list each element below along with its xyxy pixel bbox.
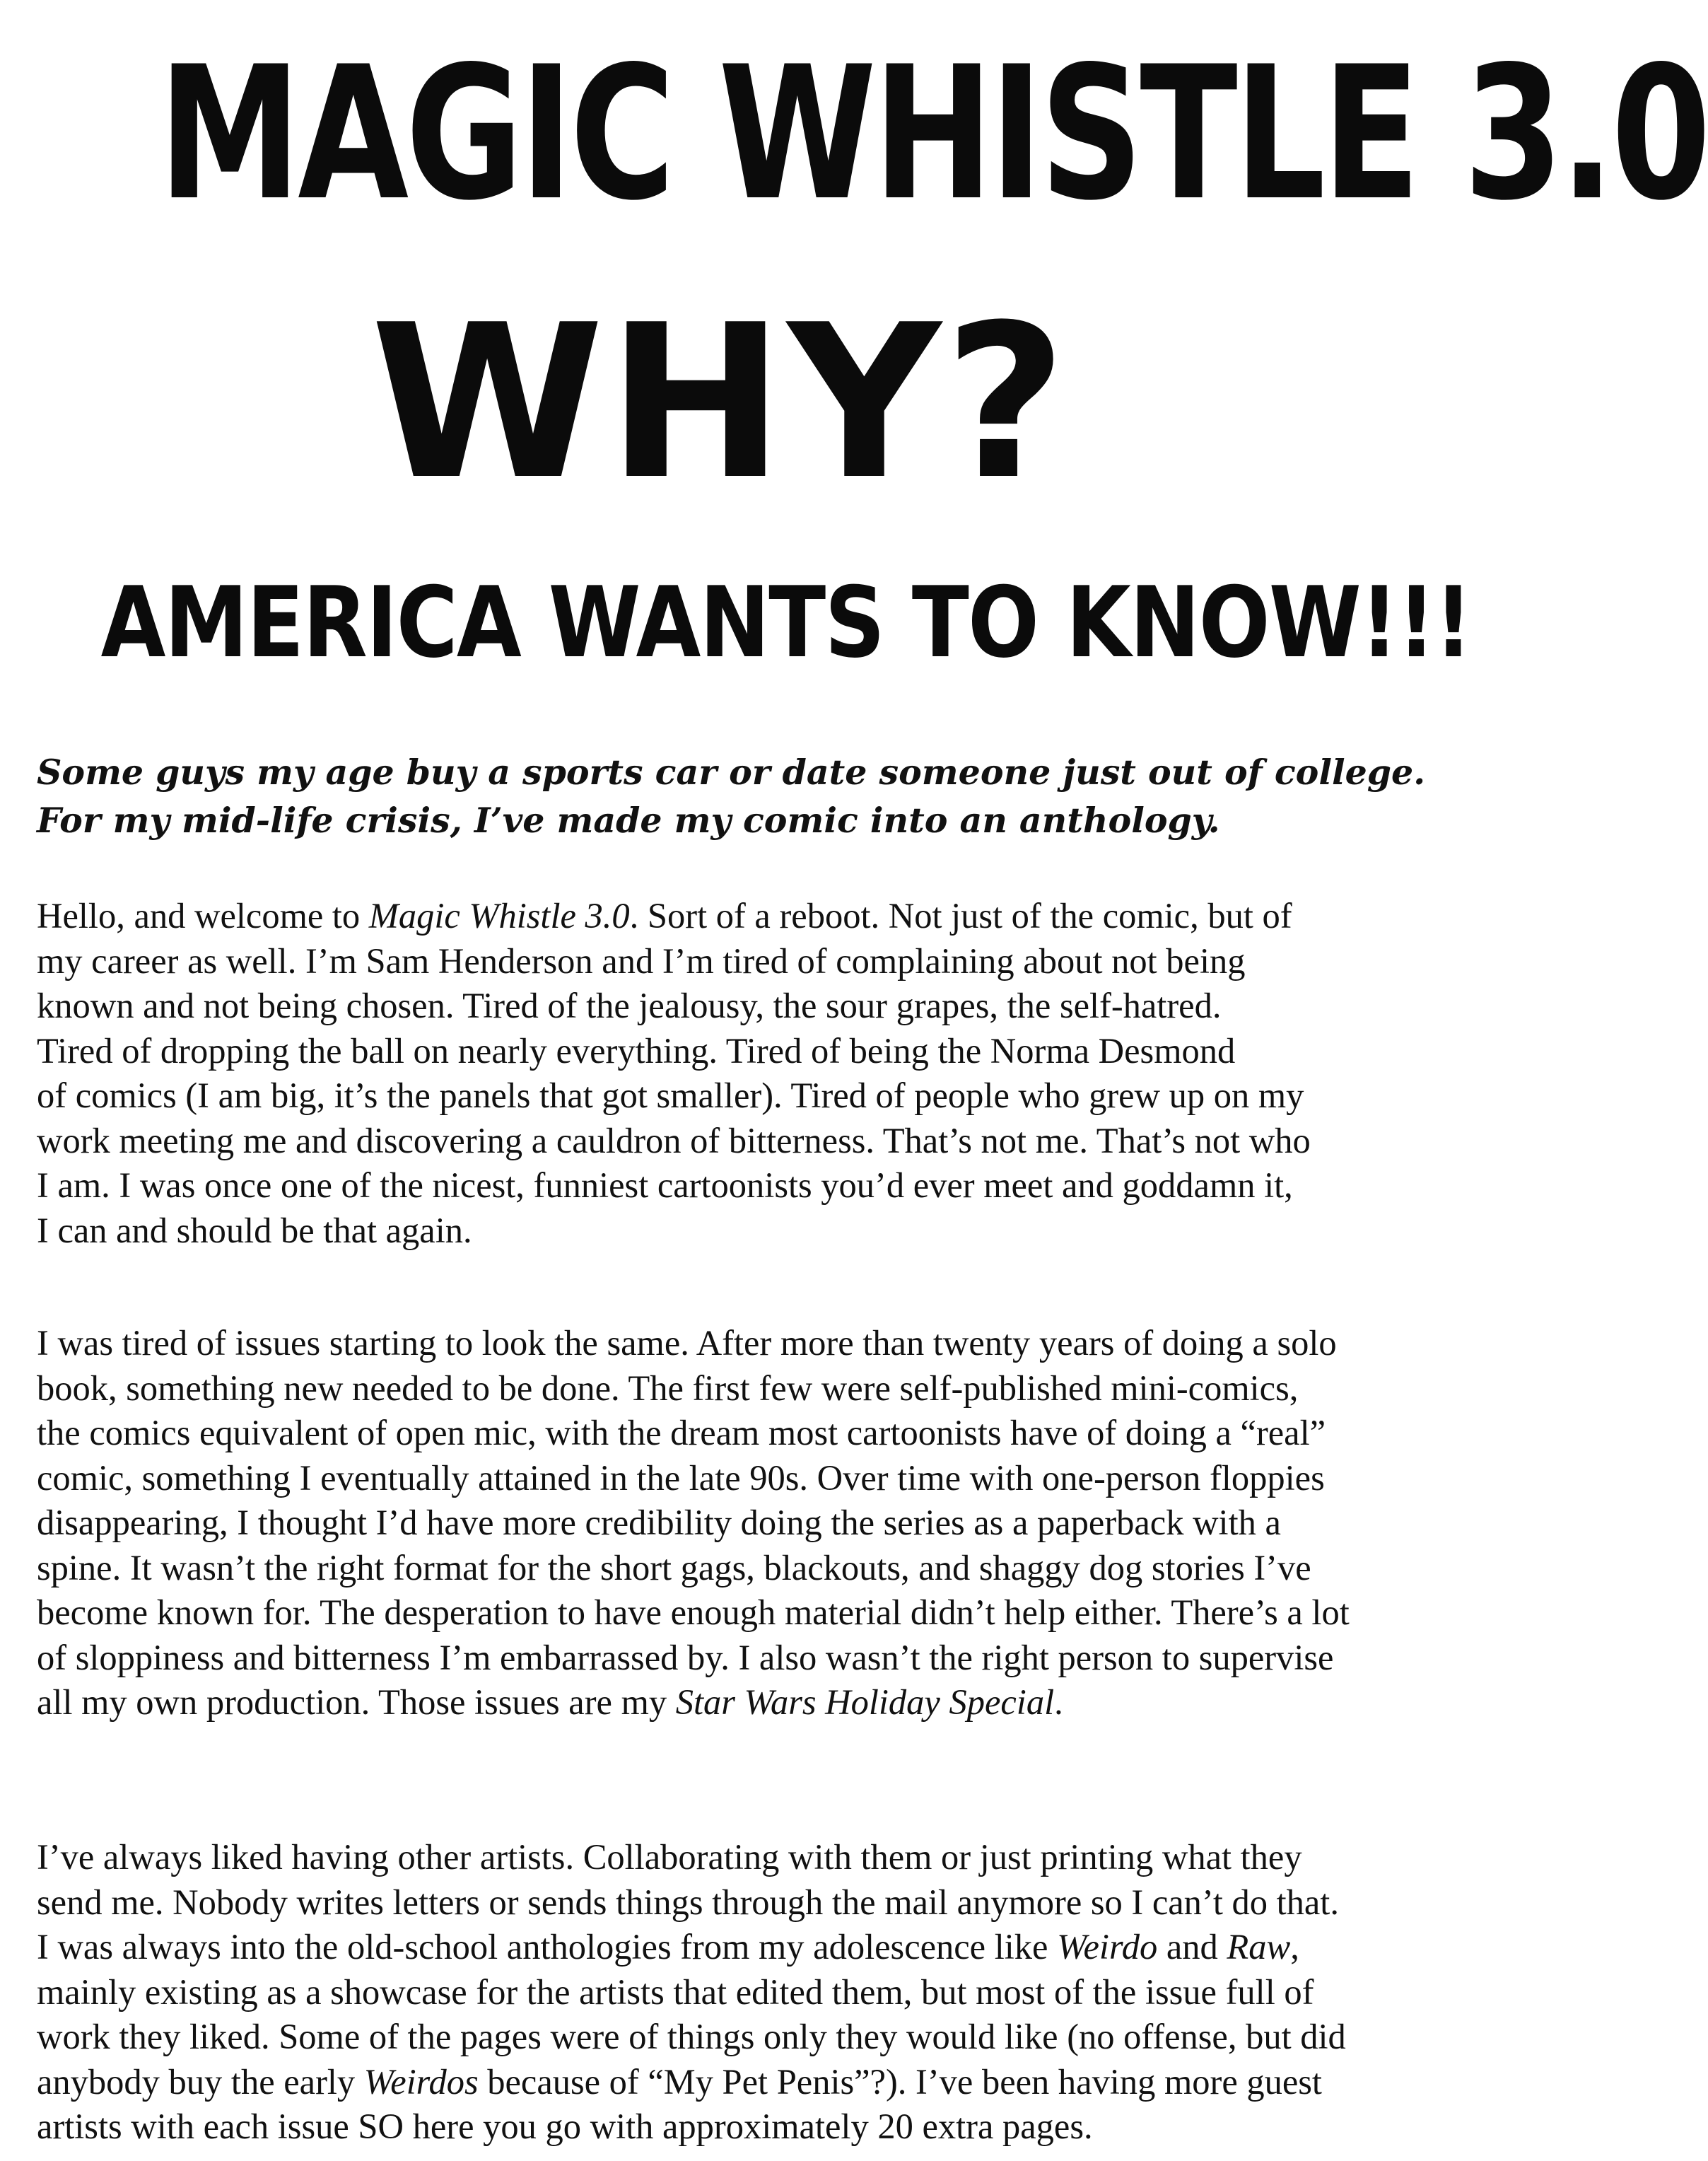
paragraph-line: I was tired of issues starting to look the same. After more than twenty years of doing a solo (37, 1323, 1337, 1363)
book-title: Weirdo (1057, 1927, 1158, 1967)
title-magic-whistle: MAGIC WHISTLE 3.0 (158, 28, 1708, 241)
title-america-wants-to-know: AMERICA WANTS TO KNOW!!! (100, 566, 1472, 680)
paragraph-line (37, 2060, 1415, 2105)
text-run: anybody buy the early (37, 2061, 364, 2102)
paragraph-line: artists with each issue SO here you go with approximately 20 extra pages. (37, 2107, 1093, 2146)
paragraph-line: disappearing, I thought I’d have more credibility doing the series as a paperback with a (37, 1503, 1281, 1542)
paragraph-line: I can and should be that again. (37, 1210, 472, 1250)
paragraph-line: spine. It wasn’t the right format for the short gags, blackouts, and shaggy dog stories I’ve (37, 1547, 1311, 1588)
paragraph-line (37, 894, 1415, 939)
book-title: Magic Whistle 3.0 (368, 896, 630, 936)
paragraph-line: work they liked. Some of the pages were of things only they would like (no offense, but did (37, 2017, 1346, 2056)
paragraph-line: I am. I was once one of the nicest, funniest cartoonists you’d ever meet and goddamn it, (37, 1165, 1293, 1205)
paragraph-line: the comics equivalent of open mic, with the dream most cartoonists have of doing a “real” (37, 1413, 1326, 1452)
text-run: . Sort of a reboot. Not just of the comic, but of (629, 896, 1292, 936)
text-run: because of “My Pet Penis”?). I’ve been having more guest (478, 2061, 1322, 2102)
paragraph-line: known and not being chosen. Tired of the jealousy, the sour grapes, the self-hatred. (37, 986, 1222, 1025)
paragraph-line: of sloppiness and bitterness I’m embarrassed by. I also wasn’t the right person to supervise (37, 1637, 1334, 1677)
paragraph-line: work meeting me and discovering a cauldron of bitterness. That’s not me. That’s not who (37, 1120, 1311, 1160)
text-run: . (1054, 1682, 1063, 1722)
paragraph-line: book, something new needed to be done. The first few were self-published mini-comics, (37, 1368, 1299, 1408)
paragraph-line: Tired of dropping the ball on nearly everything. Tired of being the Norma Desmond (37, 1030, 1236, 1071)
paragraph-line: of comics (I am big, it’s the panels that got smaller). Tired of people who grew up on my (37, 1076, 1304, 1115)
book-title: Weirdos (363, 2061, 479, 2102)
body-paragraph-1 (37, 894, 1415, 1253)
paragraph-line: become known for. The desperation to have enough material didn’t help either. There’s a lot (37, 1592, 1350, 1632)
paragraph-line: send me. Nobody writes letters or sends things through the mail anymore so I can’t do that. (37, 1882, 1339, 1922)
paragraph-line: I’ve always liked having other artists. Collaborating with them or just printing what they (37, 1837, 1302, 1877)
book-title: Star Wars Holiday Special (675, 1682, 1055, 1722)
intro-line: Some guys my age buy a sports car or date someone just out of college. (37, 752, 1426, 793)
paragraph-line: comic, something I eventually attained in the late 90s. Over time with one-person floppies (37, 1457, 1325, 1498)
book-title: Raw (1227, 1927, 1291, 1967)
title-why: WHY? (370, 279, 1070, 526)
text-run: , (1290, 1927, 1299, 1967)
body-paragraph-2 (37, 1321, 1415, 1725)
text-run: all my own production. Those issues are my (37, 1682, 676, 1722)
text-run: and (1157, 1927, 1227, 1967)
paragraph-line (37, 1925, 1415, 1970)
paragraph-line: mainly existing as a showcase for the artists that edited them, but most of the issue full of (37, 1971, 1314, 2012)
text-run: Hello, and welcome to (37, 896, 369, 936)
text-run: I was always into the old-school anthologies from my adolescence like (37, 1927, 1058, 1967)
paragraph-line (37, 1680, 1415, 1725)
paragraph-line: my career as well. I’m Sam Henderson and I’m tired of complaining about not being (37, 940, 1246, 981)
intro-paragraph (37, 748, 1426, 844)
intro-line: For my mid-life crisis, I’ve made my comic into an anthology. (37, 800, 1220, 841)
body-paragraph-3 (37, 1835, 1415, 2150)
